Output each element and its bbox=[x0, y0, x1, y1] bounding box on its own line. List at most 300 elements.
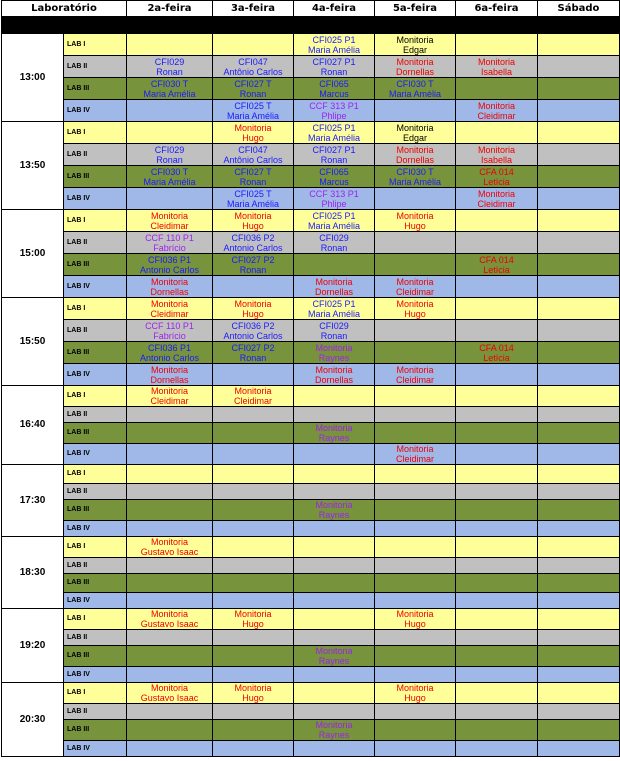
lab-label: LAB IV bbox=[64, 100, 127, 122]
header-divider-bar bbox=[2, 17, 620, 34]
schedule-cell bbox=[538, 683, 620, 704]
lab-label: LAB III bbox=[64, 254, 127, 276]
schedule-cell bbox=[375, 188, 456, 210]
schedule-cell bbox=[294, 386, 375, 407]
course-code: CFI036 P1 bbox=[147, 342, 192, 353]
instructor-name: Hugo bbox=[242, 308, 264, 319]
schedule-cell bbox=[213, 56, 294, 78]
lab-label: LAB IV bbox=[64, 364, 127, 386]
time-slot-label: 19:20 bbox=[2, 609, 64, 683]
schedule-cell bbox=[127, 407, 213, 423]
course-code: Monitoria bbox=[477, 144, 515, 155]
time-slot-label: 15:50 bbox=[2, 298, 64, 386]
course-code: Monitoria bbox=[477, 100, 515, 111]
course-code: CFI065 bbox=[319, 78, 349, 89]
schedule-cell bbox=[375, 320, 456, 342]
instructor-name: Hugo bbox=[404, 693, 426, 703]
schedule-cell bbox=[213, 166, 294, 188]
course-code: Monitoria bbox=[396, 683, 434, 693]
schedule-cell bbox=[294, 210, 375, 232]
header-terca: 3a-feira bbox=[213, 1, 294, 17]
schedule-cell bbox=[294, 298, 375, 320]
schedule-cell bbox=[213, 188, 294, 210]
schedule-cell bbox=[294, 667, 375, 683]
schedule-cell bbox=[375, 537, 456, 558]
schedule-cell bbox=[375, 667, 456, 683]
course-code: CFI027 P2 bbox=[231, 342, 275, 353]
schedule-cell bbox=[375, 558, 456, 574]
lab-label: LAB I bbox=[64, 683, 127, 704]
instructor-name: Cleidimar bbox=[150, 396, 189, 406]
course-code: CFI047 bbox=[238, 56, 268, 67]
instructor-name: Gustavo Isaac bbox=[140, 547, 199, 557]
schedule-cell bbox=[127, 683, 213, 704]
schedule-cell bbox=[456, 342, 538, 364]
schedule-row bbox=[2, 704, 620, 720]
instructor-name: Dornellas bbox=[314, 374, 354, 385]
instructor-name: Cleidimar bbox=[150, 308, 189, 319]
instructor-name: Dornellas bbox=[395, 66, 435, 77]
schedule-cell bbox=[456, 232, 538, 254]
schedule-row bbox=[2, 630, 620, 646]
schedule-cell bbox=[213, 210, 294, 232]
course-code: Monitoria bbox=[234, 609, 272, 619]
course-code: CFI047 bbox=[238, 144, 268, 155]
schedule-cell bbox=[456, 166, 538, 188]
schedule-row bbox=[2, 500, 620, 521]
course-code: CFI025 T bbox=[234, 188, 272, 199]
schedule-cell bbox=[213, 320, 294, 342]
schedule-cell bbox=[538, 364, 620, 386]
schedule-row bbox=[2, 537, 620, 558]
schedule-cell bbox=[538, 254, 620, 276]
schedule-cell bbox=[127, 188, 213, 210]
schedule-cell bbox=[294, 521, 375, 537]
instructor-name: Hugo bbox=[404, 308, 426, 319]
instructor-name: Maria Amélia bbox=[307, 220, 361, 231]
schedule-row bbox=[2, 609, 620, 630]
instructor-name: Dornellas bbox=[395, 154, 435, 165]
instructor-name: Maria Amélia bbox=[226, 198, 280, 209]
schedule-cell bbox=[538, 537, 620, 558]
schedule-cell bbox=[213, 298, 294, 320]
instructor-name: Hugo bbox=[404, 619, 426, 629]
instructor-name: Maria Amélia bbox=[143, 176, 196, 187]
course-code: CFI030 T bbox=[396, 166, 434, 177]
instructor-name: Maria Amélia bbox=[388, 176, 442, 187]
schedule-cell bbox=[213, 484, 294, 500]
lab-label: LAB II bbox=[64, 320, 127, 342]
course-code: Monitoria bbox=[315, 342, 353, 353]
time-slot-label: 16:40 bbox=[2, 386, 64, 465]
schedule-cell bbox=[375, 34, 456, 56]
instructor-name: Ronan bbox=[320, 154, 348, 165]
schedule-cell bbox=[375, 465, 456, 484]
course-code: Monitoria bbox=[396, 122, 434, 133]
course-code: CFI030 T bbox=[150, 166, 189, 177]
schedule-cell bbox=[294, 166, 375, 188]
lab-schedule-table bbox=[1, 0, 620, 757]
schedule-cell bbox=[213, 254, 294, 276]
schedule-cell bbox=[538, 78, 620, 100]
lab-label: LAB I bbox=[64, 122, 127, 144]
course-code: Monitoria bbox=[150, 276, 188, 287]
schedule-row bbox=[2, 386, 620, 407]
schedule-cell bbox=[538, 667, 620, 683]
schedule-body bbox=[2, 34, 620, 757]
course-code: CFI025 P1 bbox=[312, 122, 356, 133]
course-code: CFI027 T bbox=[234, 78, 272, 89]
schedule-cell bbox=[456, 609, 538, 630]
instructor-name: Antonio Carlos bbox=[139, 352, 200, 363]
schedule-cell bbox=[127, 210, 213, 232]
schedule-cell bbox=[538, 298, 620, 320]
course-code: Monitoria bbox=[315, 276, 353, 287]
instructor-name: Edgar bbox=[402, 132, 428, 143]
schedule-cell bbox=[127, 465, 213, 484]
schedule-row bbox=[2, 558, 620, 574]
schedule-cell bbox=[456, 630, 538, 646]
schedule-row bbox=[2, 444, 620, 465]
schedule-cell bbox=[375, 407, 456, 423]
instructor-name: Raynes bbox=[318, 510, 350, 520]
schedule-cell bbox=[127, 34, 213, 56]
instructor-name: Letícia bbox=[483, 264, 510, 275]
schedule-cell bbox=[456, 484, 538, 500]
schedule-row bbox=[2, 34, 620, 56]
schedule-cell bbox=[127, 646, 213, 667]
schedule-cell bbox=[213, 342, 294, 364]
instructor-name: Ronan bbox=[320, 330, 348, 341]
instructor-name: Hugo bbox=[242, 132, 264, 143]
course-code: Monitoria bbox=[150, 537, 188, 547]
lab-label: LAB II bbox=[64, 232, 127, 254]
course-code: Monitoria bbox=[234, 298, 272, 309]
instructor-name: Antonio Carlos bbox=[139, 264, 200, 275]
instructor-name: Cleidimar bbox=[477, 110, 516, 121]
schedule-cell bbox=[127, 423, 213, 444]
course-code: CFI030 T bbox=[150, 78, 189, 89]
course-code: Monitoria bbox=[396, 144, 434, 155]
lab-label: LAB III bbox=[64, 342, 127, 364]
schedule-cell bbox=[456, 683, 538, 704]
schedule-cell bbox=[127, 320, 213, 342]
course-code: CFI027 P1 bbox=[312, 56, 356, 67]
schedule-cell bbox=[294, 34, 375, 56]
schedule-cell bbox=[213, 364, 294, 386]
instructor-name: Hugo bbox=[404, 220, 426, 231]
schedule-cell bbox=[213, 667, 294, 683]
schedule-cell bbox=[456, 407, 538, 423]
schedule-row bbox=[2, 465, 620, 484]
schedule-cell bbox=[538, 166, 620, 188]
lab-label: LAB I bbox=[64, 537, 127, 558]
course-code: Monitoria bbox=[396, 56, 434, 67]
schedule-row bbox=[2, 574, 620, 593]
schedule-cell bbox=[538, 210, 620, 232]
time-slot-label: 18:30 bbox=[2, 537, 64, 609]
course-code: CFI029 bbox=[154, 144, 185, 155]
schedule-cell bbox=[213, 444, 294, 465]
instructor-name: Fabrício bbox=[153, 242, 186, 253]
course-code: Monitoria bbox=[150, 210, 188, 221]
instructor-name: Edgar bbox=[402, 44, 428, 55]
schedule-cell bbox=[127, 630, 213, 646]
divider-cell bbox=[2, 17, 620, 34]
schedule-cell bbox=[538, 122, 620, 144]
course-code: Monitoria bbox=[315, 500, 353, 510]
schedule-cell bbox=[213, 574, 294, 593]
schedule-cell bbox=[294, 683, 375, 704]
schedule-cell bbox=[213, 34, 294, 56]
course-code: Monitoria bbox=[234, 683, 272, 693]
schedule-cell bbox=[538, 500, 620, 521]
course-code: CCF 110 P1 bbox=[145, 320, 194, 331]
course-code: Monitoria bbox=[396, 298, 434, 309]
course-code: CCF 313 P1 bbox=[309, 188, 359, 199]
instructor-name: Fabrício bbox=[153, 330, 186, 341]
schedule-row bbox=[2, 232, 620, 254]
course-code: CFI025 P1 bbox=[312, 298, 356, 309]
schedule-cell bbox=[456, 34, 538, 56]
course-code: Monitoria bbox=[234, 210, 272, 221]
schedule-cell bbox=[213, 720, 294, 741]
schedule-cell bbox=[538, 609, 620, 630]
schedule-cell bbox=[294, 465, 375, 484]
course-code: CFA 014 bbox=[479, 342, 514, 353]
instructor-name: Maria Amélia bbox=[388, 88, 442, 99]
schedule-cell bbox=[213, 407, 294, 423]
schedule-cell bbox=[127, 166, 213, 188]
schedule-cell bbox=[375, 100, 456, 122]
schedule-cell bbox=[538, 465, 620, 484]
time-slot-label: 20:30 bbox=[2, 683, 64, 757]
instructor-name: Cleidimar bbox=[395, 286, 434, 297]
schedule-row bbox=[2, 646, 620, 667]
schedule-row bbox=[2, 741, 620, 757]
schedule-cell bbox=[456, 276, 538, 298]
lab-label: LAB IV bbox=[64, 667, 127, 683]
schedule-cell bbox=[213, 386, 294, 407]
schedule-cell bbox=[127, 78, 213, 100]
course-code: CFA 014 bbox=[479, 166, 514, 177]
header-laboratorio: Laboratório bbox=[2, 1, 127, 17]
header-quinta: 5a-feira bbox=[375, 1, 456, 17]
schedule-cell bbox=[294, 444, 375, 465]
instructor-name: Ronan bbox=[156, 66, 183, 77]
schedule-cell bbox=[127, 484, 213, 500]
schedule-row bbox=[2, 56, 620, 78]
schedule-cell bbox=[538, 34, 620, 56]
schedule-cell bbox=[213, 78, 294, 100]
schedule-cell bbox=[294, 254, 375, 276]
schedule-cell bbox=[538, 521, 620, 537]
course-code: Monitoria bbox=[396, 34, 434, 45]
schedule-cell bbox=[127, 342, 213, 364]
course-code: CFI036 P2 bbox=[231, 232, 275, 243]
instructor-name: Letícia bbox=[483, 176, 510, 187]
schedule-row bbox=[2, 423, 620, 444]
schedule-cell bbox=[456, 500, 538, 521]
schedule-cell bbox=[456, 122, 538, 144]
schedule-cell bbox=[127, 364, 213, 386]
instructor-name: Cleidimar bbox=[477, 198, 516, 209]
course-code: Monitoria bbox=[315, 646, 353, 656]
schedule-row bbox=[2, 78, 620, 100]
lab-label: LAB III bbox=[64, 646, 127, 667]
instructor-name: Maria Amélia bbox=[307, 308, 361, 319]
schedule-cell bbox=[375, 254, 456, 276]
instructor-name: Ronan bbox=[239, 264, 267, 275]
schedule-cell bbox=[538, 741, 620, 757]
schedule-cell bbox=[538, 386, 620, 407]
schedule-row bbox=[2, 254, 620, 276]
lab-label: LAB II bbox=[64, 704, 127, 720]
schedule-cell bbox=[294, 320, 375, 342]
schedule-cell bbox=[456, 720, 538, 741]
lab-label: LAB I bbox=[64, 34, 127, 56]
schedule-cell bbox=[294, 364, 375, 386]
instructor-name: Gustavo Isaac bbox=[140, 693, 199, 703]
schedule-cell bbox=[456, 741, 538, 757]
schedule-cell bbox=[538, 144, 620, 166]
schedule-cell bbox=[538, 407, 620, 423]
schedule-row bbox=[2, 188, 620, 210]
schedule-cell bbox=[375, 122, 456, 144]
lab-label: LAB II bbox=[64, 407, 127, 423]
lab-label: LAB IV bbox=[64, 276, 127, 298]
schedule-row bbox=[2, 276, 620, 298]
schedule-cell bbox=[127, 386, 213, 407]
schedule-cell bbox=[127, 667, 213, 683]
instructor-name: Raynes bbox=[318, 656, 350, 666]
schedule-cell bbox=[538, 232, 620, 254]
schedule-cell bbox=[456, 210, 538, 232]
schedule-cell bbox=[538, 56, 620, 78]
lab-label: LAB II bbox=[64, 630, 127, 646]
schedule-cell bbox=[127, 100, 213, 122]
schedule-cell bbox=[538, 188, 620, 210]
schedule-cell bbox=[294, 609, 375, 630]
schedule-cell bbox=[375, 386, 456, 407]
schedule-cell bbox=[127, 521, 213, 537]
schedule-cell bbox=[294, 630, 375, 646]
lab-label: LAB II bbox=[64, 144, 127, 166]
instructor-name: Isabella bbox=[480, 66, 513, 77]
schedule-cell bbox=[375, 704, 456, 720]
schedule-cell bbox=[127, 276, 213, 298]
schedule-cell bbox=[375, 484, 456, 500]
schedule-cell bbox=[538, 704, 620, 720]
schedule-cell bbox=[538, 574, 620, 593]
schedule-cell bbox=[294, 423, 375, 444]
schedule-cell bbox=[375, 593, 456, 609]
schedule-cell bbox=[213, 630, 294, 646]
instructor-name: Isabella bbox=[480, 154, 513, 165]
schedule-cell bbox=[294, 407, 375, 423]
schedule-cell bbox=[213, 609, 294, 630]
instructor-name: Hugo bbox=[242, 619, 264, 629]
schedule-cell bbox=[294, 720, 375, 741]
lab-label: LAB III bbox=[64, 500, 127, 521]
header-sabado: Sábado bbox=[538, 1, 620, 17]
course-code: CFI027 T bbox=[234, 166, 272, 177]
schedule-cell bbox=[456, 386, 538, 407]
schedule-cell bbox=[456, 521, 538, 537]
schedule-row bbox=[2, 320, 620, 342]
schedule-cell bbox=[538, 423, 620, 444]
schedule-cell bbox=[127, 704, 213, 720]
lab-label: LAB I bbox=[64, 465, 127, 484]
lab-label: LAB III bbox=[64, 166, 127, 188]
schedule-cell bbox=[456, 558, 538, 574]
instructor-name: Ronan bbox=[320, 66, 348, 77]
schedule-cell bbox=[213, 144, 294, 166]
schedule-cell bbox=[375, 521, 456, 537]
instructor-name: Phlipe bbox=[321, 198, 347, 209]
schedule-cell bbox=[127, 741, 213, 757]
schedule-cell bbox=[127, 558, 213, 574]
schedule-cell bbox=[213, 100, 294, 122]
schedule-cell bbox=[294, 500, 375, 521]
schedule-cell bbox=[456, 537, 538, 558]
schedule-cell bbox=[538, 630, 620, 646]
lab-label: LAB IV bbox=[64, 521, 127, 537]
schedule-cell bbox=[538, 444, 620, 465]
schedule-cell bbox=[213, 646, 294, 667]
schedule-cell bbox=[213, 683, 294, 704]
schedule-cell bbox=[375, 500, 456, 521]
schedule-cell bbox=[127, 122, 213, 144]
schedule-cell bbox=[456, 144, 538, 166]
schedule-cell bbox=[213, 741, 294, 757]
instructor-name: Maria Amélia bbox=[307, 132, 361, 143]
schedule-cell bbox=[456, 78, 538, 100]
lab-label: LAB I bbox=[64, 386, 127, 407]
schedule-cell bbox=[127, 56, 213, 78]
lab-label: LAB IV bbox=[64, 741, 127, 757]
course-code: Monitoria bbox=[315, 364, 353, 375]
time-slot-label: 17:30 bbox=[2, 465, 64, 537]
course-code: CFI025 T bbox=[234, 100, 272, 111]
course-code: CFI036 P1 bbox=[147, 254, 192, 265]
schedule-cell bbox=[375, 144, 456, 166]
schedule-row bbox=[2, 100, 620, 122]
course-code: Monitoria bbox=[396, 210, 434, 221]
schedule-cell bbox=[375, 56, 456, 78]
course-code: Monitoria bbox=[396, 609, 434, 619]
header-segunda: 2a-feira bbox=[127, 1, 213, 17]
course-code: Monitoria bbox=[315, 423, 353, 433]
schedule-row bbox=[2, 720, 620, 741]
instructor-name: Antônio Carlos bbox=[223, 154, 283, 165]
course-code: Monitoria bbox=[477, 188, 515, 199]
schedule-row bbox=[2, 210, 620, 232]
course-code: CFI029 bbox=[319, 232, 349, 243]
schedule-cell bbox=[127, 144, 213, 166]
schedule-cell bbox=[456, 56, 538, 78]
header-quarta: 4a-feira bbox=[294, 1, 375, 17]
schedule-row bbox=[2, 144, 620, 166]
schedule-cell bbox=[294, 558, 375, 574]
lab-label: LAB I bbox=[64, 298, 127, 320]
instructor-name: Cleidimar bbox=[233, 396, 272, 406]
schedule-cell bbox=[294, 741, 375, 757]
schedule-cell bbox=[213, 423, 294, 444]
schedule-cell bbox=[375, 364, 456, 386]
schedule-cell bbox=[375, 574, 456, 593]
instructor-name: Ronan bbox=[156, 154, 183, 165]
